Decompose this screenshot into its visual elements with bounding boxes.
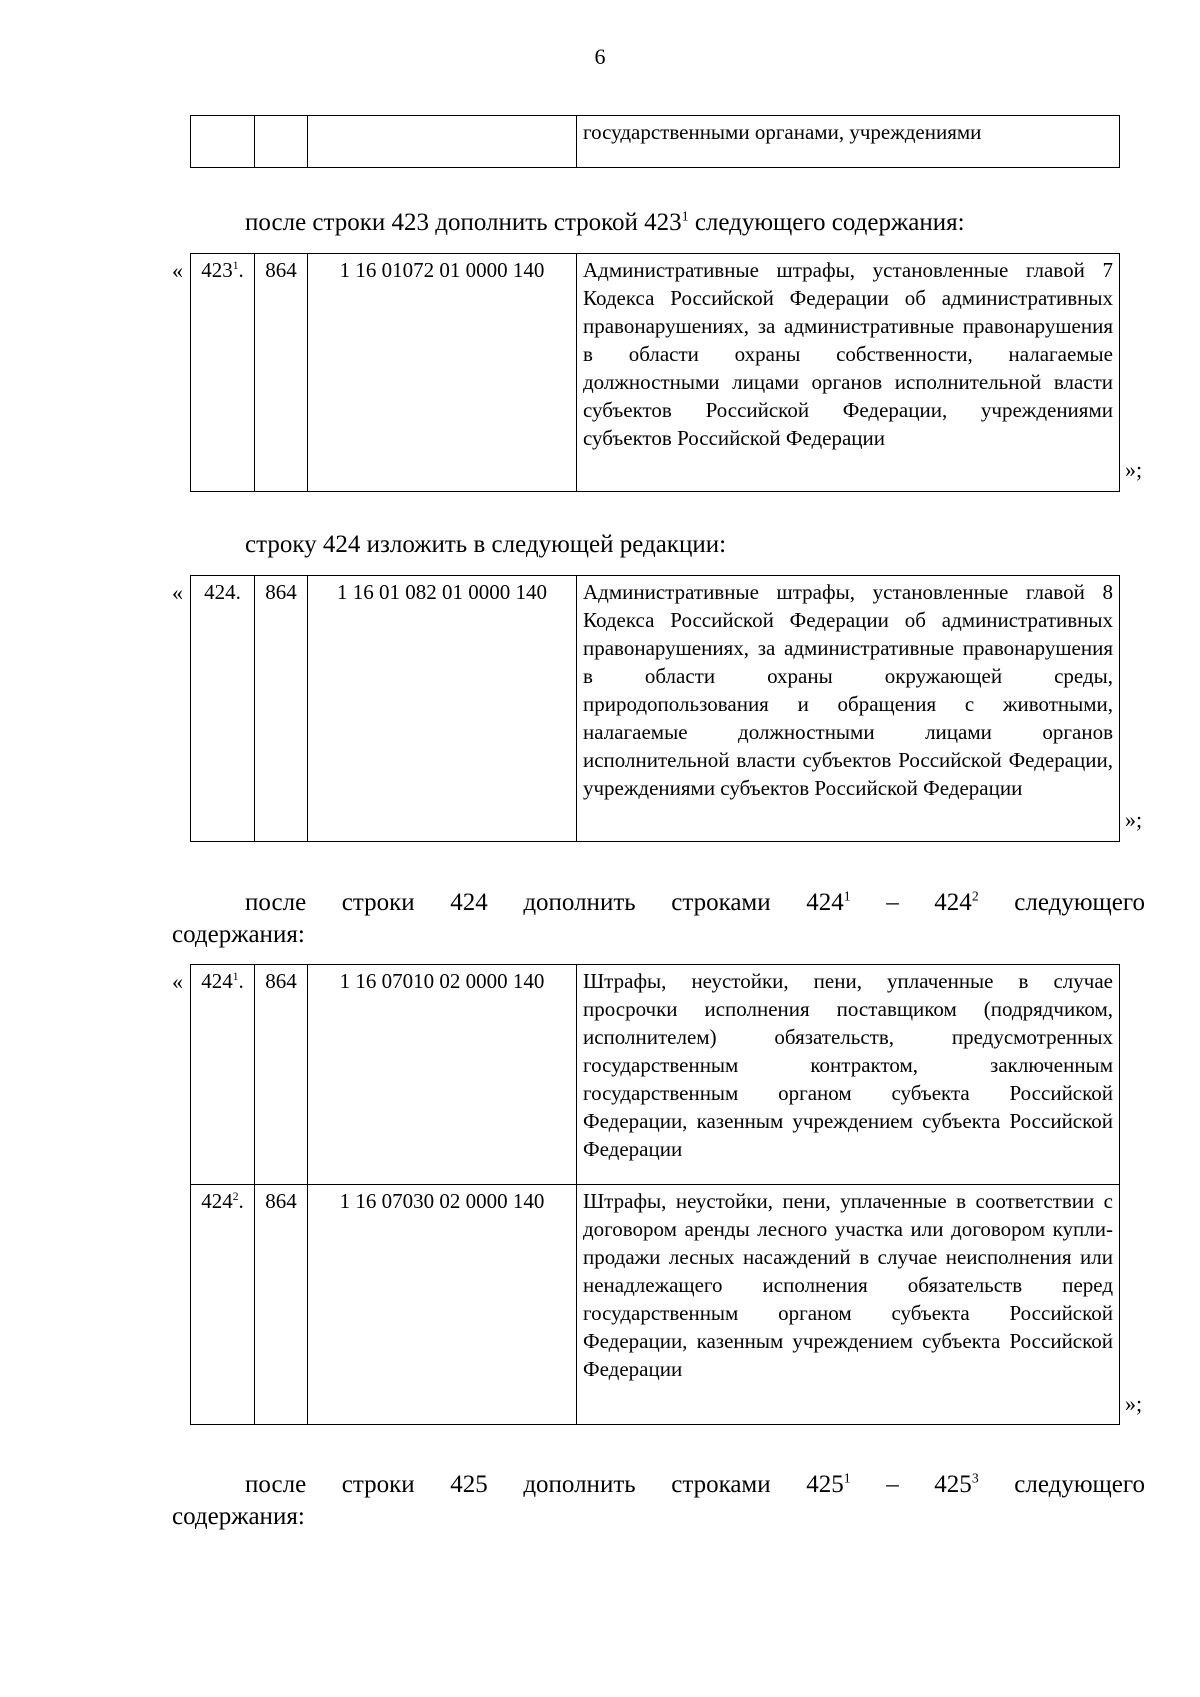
kbk-code-cell: 1 16 07030 02 0000 140 — [308, 1185, 577, 1425]
description-cell: Штрафы, неустойки, пени, уплаченные в случае просрочки исполнения поставщиком (подрядчиком, исполнителем) обязательств, предусмотренных государственным контрактом, заключенным государственным органом субъекта Российской Федерации, казенным учреждением субъекта Российской Федерации — [577, 965, 1120, 1185]
instruction-424: строку 424 изложить в следующей редакции: — [245, 531, 727, 558]
table-row — [191, 965, 1120, 1185]
instruction-text: после строки 423 дополнить строкой 423 — [245, 209, 682, 236]
row-number-cell — [191, 1185, 255, 1425]
open-quote: « — [172, 580, 183, 605]
instruction-text: следующего — [978, 1471, 1145, 1498]
row-number-cell — [191, 254, 255, 492]
kbk-code-cell: 1 16 01 082 01 0000 140 — [308, 576, 577, 842]
row-number-cell — [191, 116, 255, 168]
description-cell: Административные штрафы, установленные главой 7 Кодекса Российской Федерации об административных правонарушениях, за административные правонарушения в области охраны собственности, налагаемые должностными лицами органов исполнительной власти субъектов Российской Федерации, учреждениями субъектов Российской Федерации — [577, 254, 1120, 492]
table-424 — [190, 575, 1120, 842]
open-quote: « — [172, 258, 183, 283]
page-number: 6 — [594, 44, 606, 69]
instruction-text: следующего — [978, 889, 1145, 916]
table-row — [191, 1185, 1120, 1425]
instruction-superscript: 1 — [681, 208, 689, 224]
close-quote: »; — [1125, 457, 1143, 482]
row-number-superscript: 1 — [232, 971, 239, 983]
table-row — [191, 254, 1120, 492]
row-number-dot: . — [238, 1189, 244, 1213]
instruction-424-add-line2: содержания: — [172, 921, 305, 948]
description-cell: Административные штрафы, установленные главой 8 Кодекса Российской Федерации об административных правонарушениях, за административные правонарушения в области охраны окружающей среды, природопользования и обращения с животными, налагаемые должностными лицами органов исполнительной власти субъектов Российской Федерации, учреждениями субъектов Российской Федерации — [577, 576, 1120, 842]
instruction-superscript: 3 — [971, 1470, 979, 1486]
table-423-1 — [190, 253, 1120, 492]
row-number-dot: . — [238, 258, 244, 282]
row-number-superscript: 2 — [232, 1191, 239, 1203]
description-cell: государственными органами, учреждениями — [577, 116, 1120, 168]
table-424-1-2 — [190, 964, 1120, 1425]
admin-code-cell: 864 — [255, 254, 308, 492]
table-row — [191, 576, 1120, 842]
instruction-text: следующего содержания: — [688, 209, 965, 236]
row-number-cell: 424. — [191, 576, 255, 842]
kbk-code-cell: 1 16 07010 02 0000 140 — [308, 965, 577, 1185]
close-quote: »; — [1125, 1391, 1143, 1416]
instruction-superscript: 1 — [843, 888, 851, 904]
admin-code-cell — [255, 116, 308, 168]
admin-code-cell: 864 — [255, 965, 308, 1185]
kbk-code-cell — [308, 116, 577, 168]
instruction-text: после строки 425 дополнить строками 425 — [245, 1471, 844, 1498]
kbk-code-cell: 1 16 01072 01 0000 140 — [308, 254, 577, 492]
continuation-table — [190, 115, 1120, 168]
instruction-superscript: 2 — [971, 888, 979, 904]
row-number-superscript: 1 — [232, 260, 239, 272]
admin-code-cell: 864 — [255, 1185, 308, 1425]
admin-code-cell: 864 — [255, 576, 308, 842]
instruction-423 — [245, 208, 965, 238]
row-number-dot: . — [238, 969, 244, 993]
instruction-425-add — [245, 1470, 1145, 1500]
instruction-text: после строки 424 дополнить строками 424 — [245, 889, 844, 916]
row-number: 424 — [201, 969, 233, 993]
close-quote: »; — [1125, 807, 1143, 832]
instruction-425-add-line2: содержания: — [172, 1503, 305, 1530]
instruction-text: – 424 — [850, 889, 972, 916]
description-cell: Штрафы, неустойки, пени, уплаченные в соответствии с договором аренды лесного участка или договором купли-продажи лесных насаждений в случае неисполнения или ненадлежащего исполнения обязательств перед государственным органом субъекта Российской Федерации, казенным учреждением субъекта Российской Федерации — [577, 1185, 1120, 1425]
row-number: 424 — [201, 1189, 233, 1213]
instruction-424-add — [245, 888, 1145, 918]
table-row — [191, 116, 1120, 168]
instruction-text: – 425 — [850, 1471, 972, 1498]
open-quote: « — [172, 969, 183, 994]
instruction-superscript: 1 — [843, 1470, 851, 1486]
row-number-cell — [191, 965, 255, 1185]
row-number: 423 — [201, 258, 233, 282]
